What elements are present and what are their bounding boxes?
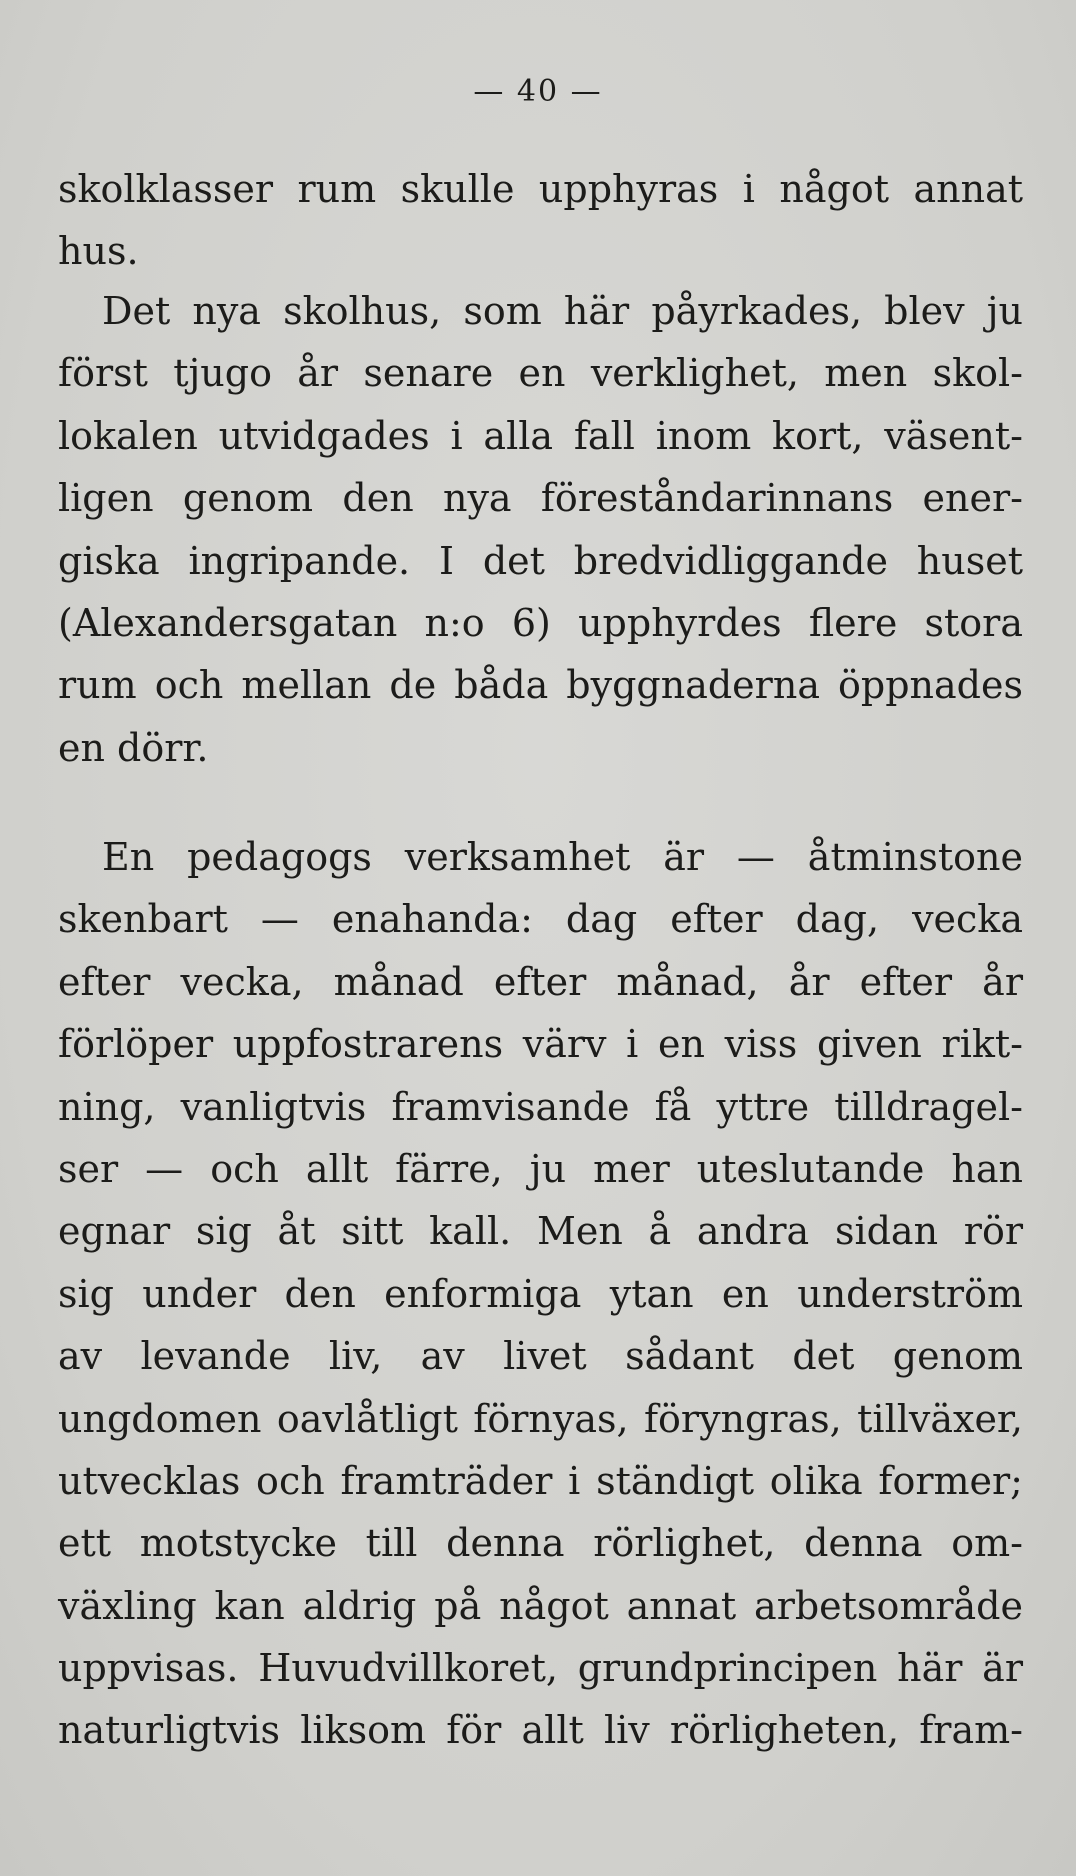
- paragraph-3: [58, 826, 1023, 1762]
- text-line: egnar sig åt sitt kall. Men å andra sidan rör: [58, 1209, 1023, 1254]
- text-line: av levande liv, av livet sådant det genom: [58, 1334, 1023, 1379]
- text-line: rum och mellan de båda byggnaderna öppnades: [58, 663, 1023, 708]
- text-line: utvecklas och framträder i ständigt olika former;: [58, 1458, 1023, 1503]
- text-line: hus.: [58, 229, 139, 274]
- text-line: skenbart — enahanda: dag efter dag, vecka: [58, 897, 1023, 942]
- text-line: ser — och allt färre, ju mer uteslutande han: [58, 1146, 1023, 1191]
- text-line: naturligtvis liksom för allt liv rörligheten, fram-: [58, 1708, 1023, 1753]
- text-line: ligen genom den nya föreståndarinnans ener-: [58, 476, 1023, 521]
- text-line: efter vecka, månad efter månad, år efter år: [58, 959, 1023, 1004]
- text-line: ett motstycke till denna rörlighet, denna om-: [58, 1521, 1023, 1566]
- paragraph-2: [58, 280, 1023, 779]
- text-line: skolklasser rum skulle upphyras i något annat: [58, 167, 1023, 211]
- text-line: växling kan aldrig på något annat arbetsområde: [58, 1583, 1023, 1628]
- text-line: sig under den enformiga ytan en underström: [58, 1271, 1023, 1316]
- text-line: ungdomen oavlåtligt förnyas, föryngras, tillväxer,: [58, 1396, 1023, 1441]
- text-line: en dörr.: [58, 725, 209, 770]
- text-line: Det nya skolhus, som här påyrkades, blev ju: [102, 289, 1023, 333]
- text-line: lokalen utvidgades i alla fall inom kort, väsent-: [58, 413, 1023, 458]
- page-number: — 40 —: [473, 74, 603, 109]
- text-line: uppvisas. Huvudvillkoret, grundprincipen här är: [58, 1646, 1023, 1691]
- text-line: giska ingripande. I det bredvidliggande huset: [58, 538, 1023, 583]
- text-line: först tjugo år senare en verklighet, men skol-: [58, 351, 1023, 396]
- text-line: ning, vanligtvis framvisande få yttre tilldragel-: [58, 1084, 1023, 1129]
- paragraph-1: [58, 158, 1023, 283]
- text-line: förlöper uppfostrarens värv i en viss given rikt-: [58, 1022, 1023, 1067]
- text-line: (Alexandersgatan n:o 6) upphyrdes flere stora: [58, 600, 1023, 645]
- text-line: En pedagogs verksamhet är — åtminstone: [102, 835, 1023, 879]
